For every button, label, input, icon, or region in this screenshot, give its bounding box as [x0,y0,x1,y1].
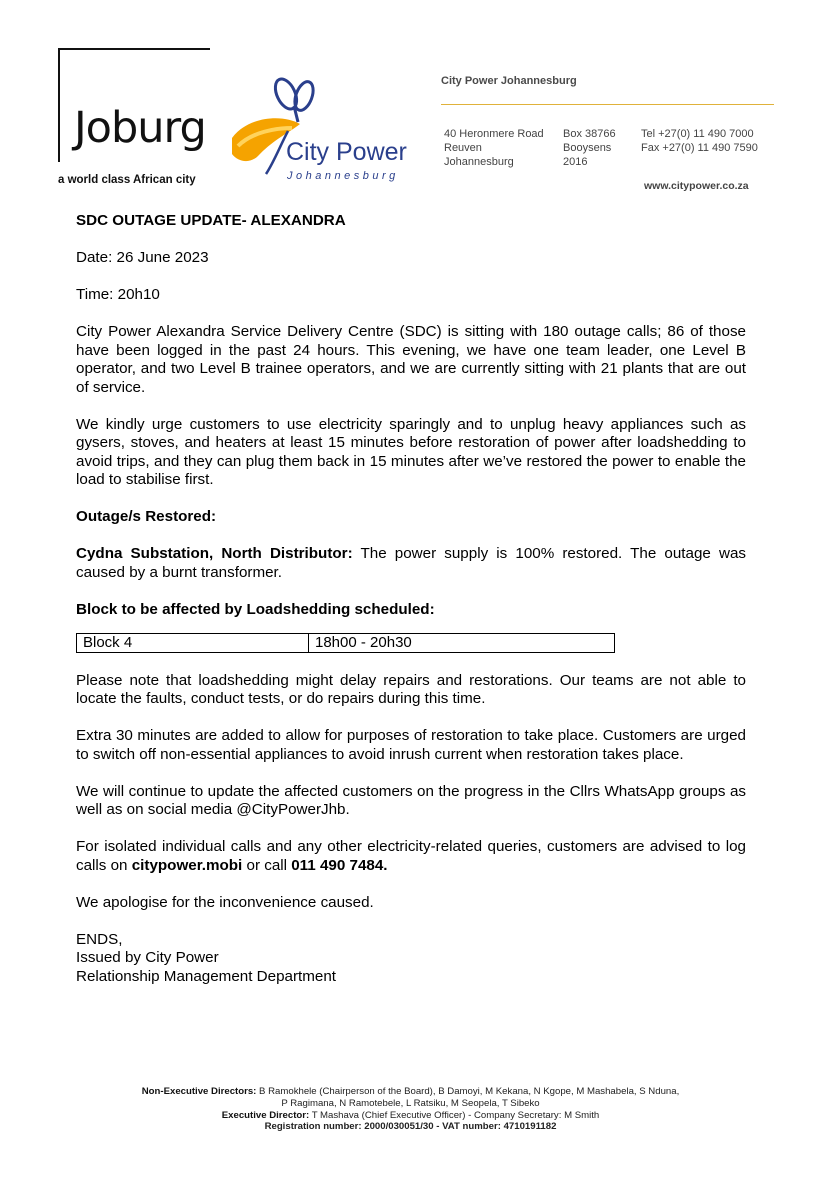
joburg-logo: Joburg [74,103,206,153]
restored-substation: Cydna Substation, North Distributor: [76,545,353,562]
fax-line: Fax +27(0) 11 490 7590 [641,142,758,154]
sign-ends: ENDS, [76,930,123,948]
sign-department: Relationship Management Department [76,967,337,985]
loadshedding-heading: Block to be affected by Loadshedding scheduled: [76,600,435,618]
registration-line: Registration number: 2000/030051/30 - VAT number: 4710191182 [264,1121,557,1133]
schedule-block-cell: Block 4 [77,634,309,653]
company-title: City Power Johannesburg [441,75,577,87]
executive-label: Executive Director: [221,1109,310,1121]
city-power-name: City Power [286,138,407,166]
paragraph-appliances: We kindly urge customers to use electricity sparingly and to unplug heavy appliances such as gysers, stoves, and heaters at least 15 minutes before restoration of power after loadshedding to avoid trips, and they can plug them back in 15 minutes after we’ve restored the power to enable the load to stabilise first. [76,415,746,488]
apology: We apologise for the inconvenience caused. [76,893,374,911]
queries-call-text: or call [242,856,292,874]
executive-line [0,1110,821,1122]
address-block [444,127,544,169]
restored-heading: Outage/s Restored: [76,508,217,525]
letterhead-divider [441,104,774,105]
postal-line: Booysens [563,142,612,154]
address-line: 40 Heronmere Road [444,128,544,140]
address-line: Johannesburg [444,156,514,168]
city-power-city: Johannesburg [287,170,399,182]
queries-text: For isolated individual calls and any other electricity-related queries, customers are advised to log calls on [76,838,746,874]
executive-names: T Mashava (Chief Executive Officer) - Company Secretary: M Smith [309,1109,600,1121]
directors-label: Non-Executive Directors: [141,1086,257,1097]
postal-line: Box 38766 [563,128,616,140]
directors-line [0,1086,821,1098]
document-date: Date: 26 June 2023 [76,249,209,266]
joburg-tagline: a world class African city [58,174,196,186]
document-body [76,212,746,986]
directors-names: B Ramokhele (Chairperson of the Board), B Damoyi, M Kekana, N Kgope, M Mashabela, S Nduna, [256,1086,680,1097]
citypower-mobi-link[interactable]: citypower.mobi [131,856,243,874]
document-title: SDC OUTAGE UPDATE- ALEXANDRA [76,212,346,229]
phone-line: Tel +27(0) 11 490 7000 [641,128,754,140]
directors-names-cont: P Ragimana, N Ramotebele, L Ratsiku, M Seopela, T Sibeko [281,1097,540,1109]
address-line: Reuven [444,142,482,154]
document-time: Time: 20h10 [76,286,160,303]
table-row [77,634,615,653]
paragraph-extra-minutes: Extra 30 minutes are added to allow for purposes of restoration to take place. Customers are urged to switch off non-essential appliances to avoid inrush current when restoration takes place. [76,727,746,763]
paragraph-updates: We will continue to update the affected customers on the progress in the Cllrs WhatsApp groups as well as on social media @CityPowerJhb. [76,782,746,818]
restored-item [76,545,746,582]
loadshedding-schedule-table [76,633,615,653]
paragraph-queries [76,838,746,875]
website-link[interactable]: www.citypower.co.za [644,180,749,192]
paragraph-outage-calls: City Power Alexandra Service Delivery Centre (SDC) is sitting with 180 outage calls; 86 of those have been logged in the past 24 hours. This evening, we have one team leader, one Level B operator, and two Level B trainee operators, and we are currently sitting with 21 plants that are out of service. [76,323,746,396]
phone-block [641,127,758,155]
postal-box-block [563,127,616,169]
sign-issued: Issued by City Power [76,949,219,966]
document-footer [0,1086,821,1133]
paragraph-loadshedding-delay: Please note that loadshedding might delay repairs and restorations. Our teams are not able to locate the faults, conduct tests, or do repairs during this time. [76,671,746,707]
postal-line: 2016 [563,156,588,168]
restored-description: The power supply is 100% restored. The outage was caused by a burnt transformer. [76,545,746,581]
schedule-time-cell: 18h00 - 20h30 [309,634,615,653]
phone-number[interactable]: 011 490 7484. [291,856,388,874]
